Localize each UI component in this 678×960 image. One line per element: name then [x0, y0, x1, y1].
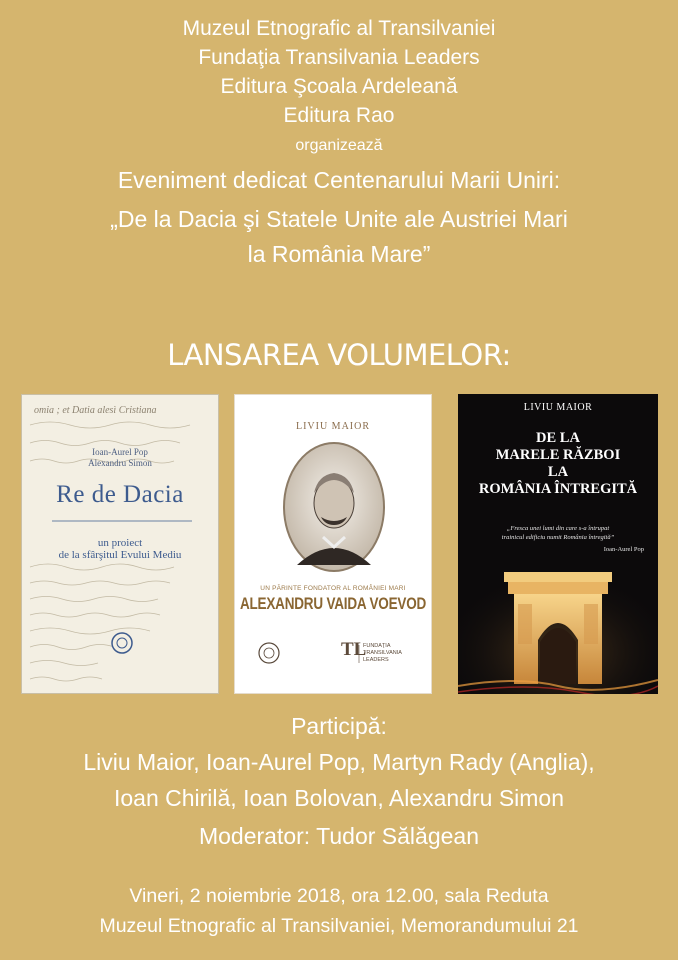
organizer-line: Muzeul Etnografic al Transilvaniei: [182, 17, 496, 40]
book-subtitle-line: un proiect: [97, 537, 143, 549]
book-author: LIVIU MAIOR: [523, 402, 593, 413]
manuscript-script: omia ; et Datia alesì Cristiana: [34, 405, 157, 416]
book-title: ALEXANDRU VAIDA VOEVOD: [239, 594, 427, 613]
participants-line: Liviu Maior, Ioan-Aurel Pop, Martyn Rady (Anglia),: [83, 749, 595, 775]
portrait-frame: [235, 395, 432, 694]
event-line-1: Eveniment dedicat Centenarului Marii Uniri:: [117, 167, 561, 193]
book-title-line: DE LA: [536, 430, 580, 446]
publisher-logo-text: [363, 643, 402, 664]
book-quote: [458, 524, 658, 542]
quote-author: Ioan-Aurel Pop: [603, 546, 644, 553]
event-date-venue: Vineri, 2 noiembrie 2018, ora 12.00, sala Reduta: [129, 885, 549, 907]
organizes-text: organizează: [295, 137, 383, 154]
launch-title: LANSAREA VOLUMELOR:: [167, 338, 511, 372]
book-title-line: ROMÂNIA ÎNTREGITĂ: [478, 481, 638, 497]
book-title-line: LA: [547, 464, 569, 480]
book-subtitle: UN PĂRINTE FONDATOR AL ROMÂNIEI MARI: [260, 585, 406, 592]
book-subtitle: [22, 537, 218, 561]
event-line-2: „De la Dacia şi Statele Unite ale Austriei Mari: [110, 206, 568, 232]
book-subtitle-line: de la sfârşitul Evului Mediu: [58, 549, 182, 561]
logo-text-line: FUNDAŢIA: [363, 643, 391, 649]
book-author: Ioan-Aurel Pop: [92, 447, 148, 457]
book-author: LIVIU MAIOR: [295, 421, 371, 432]
organizer-line: Editura Rao: [283, 104, 395, 127]
book-title: Re de Dacia: [56, 481, 184, 508]
logo-text-line: LEADERS: [363, 657, 389, 663]
organizer-line: Editura Şcoala Ardeleană: [220, 75, 458, 98]
participants-block: [0, 708, 678, 856]
moderator: Moderator: Tudor Sălăgean: [198, 823, 479, 849]
book-title-line: MARELE RĂZBOI: [495, 447, 621, 463]
arch-icon: [504, 572, 612, 684]
seal-icon: [112, 633, 132, 653]
book-cover-re-de-dacia: [21, 394, 219, 694]
book-cover-romania-intregita: [458, 394, 658, 694]
organizers-block: [0, 14, 678, 270]
publisher-logo-mark: TL: [341, 639, 367, 660]
event-details: [0, 881, 678, 941]
book-cover-vaida-voevod: [234, 394, 432, 694]
event-line-3: la România Mare”: [247, 241, 431, 267]
logo-text-line: TRANSILVANIA: [363, 650, 402, 656]
book-author: Alexandru Simon: [88, 458, 152, 468]
organizer-line: Fundaţia Transilvania Leaders: [198, 46, 480, 69]
book-quote-line: „Fresca unei lumi din care s-a întrupat: [506, 525, 610, 532]
participants-line: Ioan Chirilă, Ioan Bolovan, Alexandru Simon: [113, 785, 565, 811]
book-quote-line: trainicul edificiu numit România întregită”: [501, 534, 615, 541]
participants-title: Participă:: [291, 713, 387, 739]
event-address: Muzeul Etnografic al Transilvaniei, Memorandumului 21: [99, 915, 579, 937]
seal-icon: [259, 643, 279, 663]
book-title: [458, 430, 658, 498]
book-authors: [22, 447, 218, 469]
